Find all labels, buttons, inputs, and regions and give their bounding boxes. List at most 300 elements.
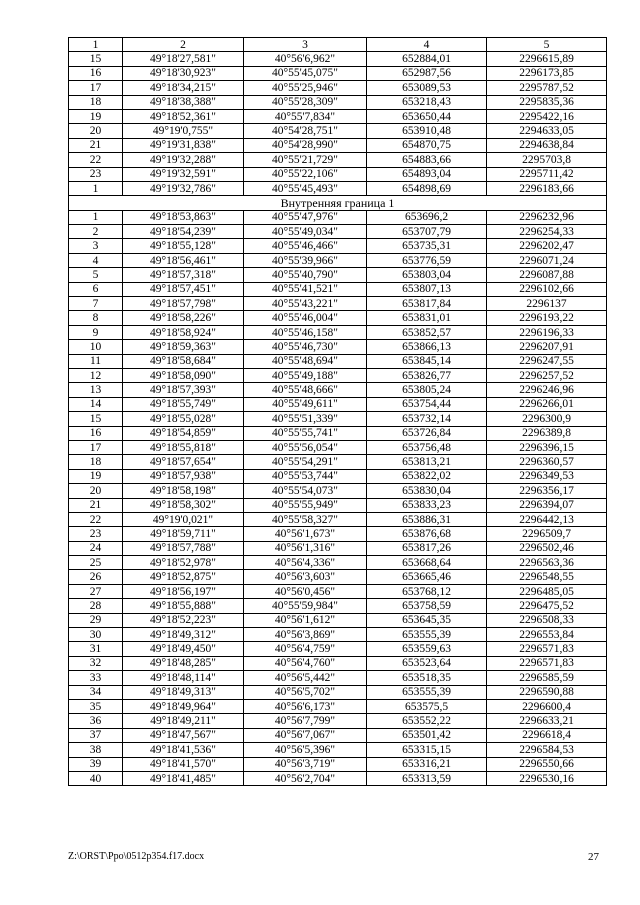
table-cell: 40°55'48,666": [244, 383, 367, 397]
table-cell: 40°55'41,521": [244, 282, 367, 296]
table-cell: 2296360,57: [487, 455, 607, 469]
table-cell: 12: [69, 368, 123, 382]
header-cell: 4: [367, 38, 487, 52]
table-row: [69, 642, 607, 656]
table-cell: 2296173,85: [487, 66, 607, 80]
table-cell: 652884,01: [367, 52, 487, 66]
table-cell: 653707,79: [367, 225, 487, 239]
table-cell: 2296509,7: [487, 527, 607, 541]
table-cell: 40°55'40,790": [244, 268, 367, 282]
table-cell: 4: [69, 253, 123, 267]
table-row: [69, 239, 607, 253]
table-row: [69, 167, 607, 181]
table-cell: 653552,22: [367, 714, 487, 728]
table-cell: 40°55'47,976": [244, 210, 367, 224]
table-row: [69, 728, 607, 742]
table-cell: 21: [69, 498, 123, 512]
table-cell: 653559,63: [367, 642, 487, 656]
table-row: [69, 311, 607, 325]
table-cell: 2296183,66: [487, 181, 607, 195]
table-cell: 49°18'49,312": [123, 628, 244, 642]
table-row: [69, 124, 607, 138]
table-header-row: [69, 38, 607, 52]
table-cell: 653575,5: [367, 699, 487, 713]
table-cell: 18: [69, 95, 123, 109]
table-cell: 40°56'2,704": [244, 771, 367, 785]
table-row: [69, 95, 607, 109]
table-cell: 49°18'41,485": [123, 771, 244, 785]
table-cell: 2296349,53: [487, 469, 607, 483]
table-cell: 654893,04: [367, 167, 487, 181]
table-cell: 2296571,83: [487, 642, 607, 656]
table-cell: 15: [69, 412, 123, 426]
table-cell: 653518,35: [367, 671, 487, 685]
table-cell: 49°18'49,964": [123, 699, 244, 713]
table-cell: 49°18'56,461": [123, 253, 244, 267]
table-cell: 40°56'1,612": [244, 613, 367, 627]
table-cell: 40°55'56,054": [244, 440, 367, 454]
table-cell: 40°56'3,869": [244, 628, 367, 642]
table-row: [69, 138, 607, 152]
section-title: Внутренняя граница 1: [69, 196, 607, 210]
table-row: [69, 52, 607, 66]
table-cell: 29: [69, 613, 123, 627]
table-cell: 49°18'58,302": [123, 498, 244, 512]
table-cell: 40°55'53,744": [244, 469, 367, 483]
table-cell: 40°56'5,702": [244, 685, 367, 699]
table-cell: 40°54'28,751": [244, 124, 367, 138]
table-cell: 49°18'52,978": [123, 556, 244, 570]
table-cell: 2296600,4: [487, 699, 607, 713]
table-cell: 49°18'49,313": [123, 685, 244, 699]
table-cell: 653313,59: [367, 771, 487, 785]
table-cell: 653817,26: [367, 541, 487, 555]
table-row: [69, 599, 607, 613]
table-cell: 2296571,83: [487, 656, 607, 670]
table-cell: 6: [69, 282, 123, 296]
table-cell: 49°18'54,239": [123, 225, 244, 239]
table-cell: 653807,13: [367, 282, 487, 296]
table-row: [69, 325, 607, 339]
table-cell: 49°18'57,938": [123, 469, 244, 483]
table-cell: 2296530,16: [487, 771, 607, 785]
table-cell: 40°55'49,611": [244, 397, 367, 411]
table-cell: 653218,43: [367, 95, 487, 109]
table-cell: 49°18'34,215": [123, 81, 244, 95]
coordinates-table: [68, 37, 607, 786]
table-row: [69, 743, 607, 757]
table-cell: 653696,2: [367, 210, 487, 224]
table-cell: 653826,77: [367, 368, 487, 382]
table-cell: 2296266,01: [487, 397, 607, 411]
table-cell: 17: [69, 440, 123, 454]
table-cell: 40°55'45,493": [244, 181, 367, 195]
table-cell: 40°55'51,339": [244, 412, 367, 426]
table-row: [69, 383, 607, 397]
table-cell: 2295422,16: [487, 109, 607, 123]
section-row: [69, 196, 607, 210]
table-cell: 40°55'7,834": [244, 109, 367, 123]
table-row: [69, 455, 607, 469]
table-cell: 49°18'49,211": [123, 714, 244, 728]
table-row: [69, 412, 607, 426]
table-cell: 2296254,33: [487, 225, 607, 239]
table-cell: 34: [69, 685, 123, 699]
table-cell: 653754,44: [367, 397, 487, 411]
table-cell: 653886,31: [367, 512, 487, 526]
table-cell: 40°56'5,396": [244, 743, 367, 757]
table-cell: 38: [69, 743, 123, 757]
table-cell: 40°55'55,949": [244, 498, 367, 512]
header-cell: 5: [487, 38, 607, 52]
table-cell: 2294638,84: [487, 138, 607, 152]
table-cell: 2296300,9: [487, 412, 607, 426]
table-cell: 31: [69, 642, 123, 656]
table-cell: 40°55'43,221": [244, 297, 367, 311]
table-cell: 2296207,91: [487, 340, 607, 354]
table-cell: 653768,12: [367, 584, 487, 598]
table-cell: 2296394,07: [487, 498, 607, 512]
table-cell: 653876,68: [367, 527, 487, 541]
table-cell: 40°55'46,466": [244, 239, 367, 253]
table-cell: 49°18'58,924": [123, 325, 244, 339]
table-cell: 40°55'54,291": [244, 455, 367, 469]
header-cell: 3: [244, 38, 367, 52]
table-cell: 40°56'4,760": [244, 656, 367, 670]
table-cell: 49°18'55,128": [123, 239, 244, 253]
table-row: [69, 440, 607, 454]
coordinates-table-body: [69, 38, 607, 786]
table-cell: 1: [69, 210, 123, 224]
table-cell: 49°18'58,226": [123, 311, 244, 325]
table-cell: 653805,24: [367, 383, 487, 397]
table-row: [69, 340, 607, 354]
table-cell: 653822,02: [367, 469, 487, 483]
table-cell: 654870,75: [367, 138, 487, 152]
table-cell: 22: [69, 512, 123, 526]
table-cell: 49°18'47,567": [123, 728, 244, 742]
table-cell: 2296508,33: [487, 613, 607, 627]
table-row: [69, 699, 607, 713]
table-cell: 40°55'46,158": [244, 325, 367, 339]
table-cell: 653315,15: [367, 743, 487, 757]
table-cell: 49°18'59,711": [123, 527, 244, 541]
table-cell: 653776,59: [367, 253, 487, 267]
table-cell: 2296584,53: [487, 743, 607, 757]
table-cell: 49°18'57,318": [123, 268, 244, 282]
table-row: [69, 109, 607, 123]
table-cell: 11: [69, 354, 123, 368]
table-cell: 40°55'55,741": [244, 426, 367, 440]
table-cell: 653732,14: [367, 412, 487, 426]
table-cell: 49°18'41,536": [123, 743, 244, 757]
table-cell: 653758,59: [367, 599, 487, 613]
table-cell: 653756,48: [367, 440, 487, 454]
table-cell: 16: [69, 426, 123, 440]
table-cell: 49°18'55,028": [123, 412, 244, 426]
table-cell: 49°18'57,451": [123, 282, 244, 296]
table-row: [69, 397, 607, 411]
table-cell: 653803,04: [367, 268, 487, 282]
table-cell: 653665,46: [367, 570, 487, 584]
table-row: [69, 613, 607, 627]
table-cell: 40°55'25,946": [244, 81, 367, 95]
table-cell: 49°18'57,788": [123, 541, 244, 555]
table-cell: 40°55'45,075": [244, 66, 367, 80]
table-cell: 653668,64: [367, 556, 487, 570]
table-cell: 3: [69, 239, 123, 253]
table-cell: 2296193,22: [487, 311, 607, 325]
table-cell: 2296232,96: [487, 210, 607, 224]
table-cell: 2296615,89: [487, 52, 607, 66]
table-cell: 2296356,17: [487, 484, 607, 498]
table-cell: 49°18'41,570": [123, 757, 244, 771]
table-row: [69, 297, 607, 311]
table-cell: 653852,57: [367, 325, 487, 339]
table-cell: 2296087,88: [487, 268, 607, 282]
table-row: [69, 210, 607, 224]
table-cell: 49°19'0,755": [123, 124, 244, 138]
table-cell: 653316,21: [367, 757, 487, 771]
table-row: [69, 570, 607, 584]
table-cell: 21: [69, 138, 123, 152]
table-cell: 24: [69, 541, 123, 555]
table-cell: 40°55'21,729": [244, 153, 367, 167]
table-row: [69, 714, 607, 728]
table-cell: 1: [69, 181, 123, 195]
table-cell: 49°18'57,654": [123, 455, 244, 469]
page-number: 27: [588, 851, 599, 863]
table-cell: 7: [69, 297, 123, 311]
table-cell: 49°19'31,838": [123, 138, 244, 152]
table-cell: 49°19'32,591": [123, 167, 244, 181]
table-cell: 653726,84: [367, 426, 487, 440]
table-row: [69, 253, 607, 267]
table-cell: 2296071,24: [487, 253, 607, 267]
table-cell: 2296389,8: [487, 426, 607, 440]
table-row: [69, 527, 607, 541]
table-cell: 10: [69, 340, 123, 354]
table-cell: 2296137: [487, 297, 607, 311]
table-cell: 2296102,66: [487, 282, 607, 296]
table-cell: 19: [69, 469, 123, 483]
table-cell: 2296202,47: [487, 239, 607, 253]
table-cell: 653910,48: [367, 124, 487, 138]
table-cell: 2296396,15: [487, 440, 607, 454]
table-cell: 18: [69, 455, 123, 469]
table-row: [69, 268, 607, 282]
table-cell: 2296475,52: [487, 599, 607, 613]
table-cell: 40°55'46,004": [244, 311, 367, 325]
table-cell: 40°56'4,336": [244, 556, 367, 570]
table-cell: 40°56'1,316": [244, 541, 367, 555]
table-row: [69, 153, 607, 167]
table-cell: 40°56'4,759": [244, 642, 367, 656]
table-cell: 40°55'39,966": [244, 253, 367, 267]
table-row: [69, 181, 607, 195]
table-cell: 16: [69, 66, 123, 80]
table-cell: 653830,04: [367, 484, 487, 498]
table-cell: 49°18'55,888": [123, 599, 244, 613]
table-cell: 49°19'32,288": [123, 153, 244, 167]
table-cell: 49°18'38,388": [123, 95, 244, 109]
table-cell: 9: [69, 325, 123, 339]
table-cell: 2296502,46: [487, 541, 607, 555]
table-cell: 653645,35: [367, 613, 487, 627]
table-cell: 2296442,13: [487, 512, 607, 526]
table-row: [69, 426, 607, 440]
header-cell: 2: [123, 38, 244, 52]
table-cell: 49°18'48,114": [123, 671, 244, 685]
table-cell: 653866,13: [367, 340, 487, 354]
table-cell: 40°56'3,719": [244, 757, 367, 771]
table-cell: 652987,56: [367, 66, 487, 80]
table-cell: 49°18'48,285": [123, 656, 244, 670]
table-cell: 49°19'0,021": [123, 512, 244, 526]
table-cell: 49°18'53,863": [123, 210, 244, 224]
table-cell: 40°55'46,730": [244, 340, 367, 354]
table-cell: 653501,42: [367, 728, 487, 742]
table-cell: 40°55'28,309": [244, 95, 367, 109]
table-cell: 653555,39: [367, 628, 487, 642]
table-row: [69, 671, 607, 685]
table-cell: 653817,84: [367, 297, 487, 311]
table-cell: 13: [69, 383, 123, 397]
table-cell: 25: [69, 556, 123, 570]
table-cell: 2: [69, 225, 123, 239]
table-cell: 2296633,21: [487, 714, 607, 728]
table-cell: 40°55'49,034": [244, 225, 367, 239]
table-cell: 32: [69, 656, 123, 670]
table-row: [69, 757, 607, 771]
table-row: [69, 556, 607, 570]
table-cell: 49°18'49,450": [123, 642, 244, 656]
table-row: [69, 66, 607, 80]
table-cell: 22: [69, 153, 123, 167]
table-cell: 5: [69, 268, 123, 282]
table-row: [69, 584, 607, 598]
table-cell: 14: [69, 397, 123, 411]
table-row: [69, 368, 607, 382]
table-cell: 15: [69, 52, 123, 66]
table-row: [69, 541, 607, 555]
table-row: [69, 469, 607, 483]
table-cell: 40°56'0,456": [244, 584, 367, 598]
document-path: Z:\ORST\Ppo\0512p354.f17.docx: [68, 851, 205, 862]
table-cell: 2296585,59: [487, 671, 607, 685]
table-cell: 39: [69, 757, 123, 771]
table-row: [69, 354, 607, 368]
table-cell: 653089,53: [367, 81, 487, 95]
table-cell: 2295703,8: [487, 153, 607, 167]
table-cell: 2295787,52: [487, 81, 607, 95]
table-cell: 36: [69, 714, 123, 728]
table-cell: 2296563,36: [487, 556, 607, 570]
table-cell: 40°55'54,073": [244, 484, 367, 498]
table-cell: 49°18'59,363": [123, 340, 244, 354]
table-cell: 653845,14: [367, 354, 487, 368]
table-cell: 23: [69, 167, 123, 181]
table-cell: 20: [69, 484, 123, 498]
table-cell: 30: [69, 628, 123, 642]
table-row: [69, 628, 607, 642]
table-cell: 26: [69, 570, 123, 584]
table-cell: 49°18'58,090": [123, 368, 244, 382]
table-cell: 27: [69, 584, 123, 598]
table-cell: 653650,44: [367, 109, 487, 123]
table-cell: 2296590,88: [487, 685, 607, 699]
table-cell: 653813,21: [367, 455, 487, 469]
table-cell: 40°55'22,106": [244, 167, 367, 181]
table-cell: 40°56'6,962": [244, 52, 367, 66]
table-row: [69, 656, 607, 670]
table-cell: 49°18'58,684": [123, 354, 244, 368]
table-cell: 2296550,66: [487, 757, 607, 771]
table-cell: 49°18'58,198": [123, 484, 244, 498]
table-row: [69, 771, 607, 785]
table-cell: 17: [69, 81, 123, 95]
table-cell: 40: [69, 771, 123, 785]
table-cell: 49°19'32,786": [123, 181, 244, 195]
table-cell: 49°18'52,875": [123, 570, 244, 584]
table-cell: 8: [69, 311, 123, 325]
table-cell: 40°55'48,694": [244, 354, 367, 368]
table-row: [69, 498, 607, 512]
table-cell: 40°56'5,442": [244, 671, 367, 685]
table-cell: 654883,66: [367, 153, 487, 167]
table-cell: 23: [69, 527, 123, 541]
table-cell: 49°18'54,859": [123, 426, 244, 440]
table-cell: 2296553,84: [487, 628, 607, 642]
table-row: [69, 484, 607, 498]
table-cell: 49°18'57,798": [123, 297, 244, 311]
table-cell: 40°56'7,799": [244, 714, 367, 728]
table-cell: 49°18'55,818": [123, 440, 244, 454]
table-cell: 20: [69, 124, 123, 138]
table-cell: 40°56'3,603": [244, 570, 367, 584]
table-cell: 40°55'59,984": [244, 599, 367, 613]
table-cell: 2295835,36: [487, 95, 607, 109]
table-cell: 49°18'52,361": [123, 109, 244, 123]
table-cell: 2296618,4: [487, 728, 607, 742]
table-cell: 2296247,55: [487, 354, 607, 368]
table-cell: 33: [69, 671, 123, 685]
table-cell: 653833,23: [367, 498, 487, 512]
table-cell: 49°18'52,223": [123, 613, 244, 627]
table-row: [69, 685, 607, 699]
table-row: [69, 512, 607, 526]
table-cell: 2296257,52: [487, 368, 607, 382]
table-row: [69, 225, 607, 239]
table-cell: 49°18'30,923": [123, 66, 244, 80]
table-cell: 653735,31: [367, 239, 487, 253]
table-cell: 49°18'56,197": [123, 584, 244, 598]
table-cell: 40°55'49,188": [244, 368, 367, 382]
table-cell: 35: [69, 699, 123, 713]
table-cell: 28: [69, 599, 123, 613]
table-cell: 40°54'28,990": [244, 138, 367, 152]
table-cell: 49°18'57,393": [123, 383, 244, 397]
table-cell: 2295711,42: [487, 167, 607, 181]
table-cell: 49°18'27,581": [123, 52, 244, 66]
table-cell: 37: [69, 728, 123, 742]
table-cell: 653831,01: [367, 311, 487, 325]
table-cell: 2294633,05: [487, 124, 607, 138]
table-cell: 2296548,55: [487, 570, 607, 584]
table-cell: 653523,64: [367, 656, 487, 670]
table-cell: 2296246,96: [487, 383, 607, 397]
table-row: [69, 282, 607, 296]
